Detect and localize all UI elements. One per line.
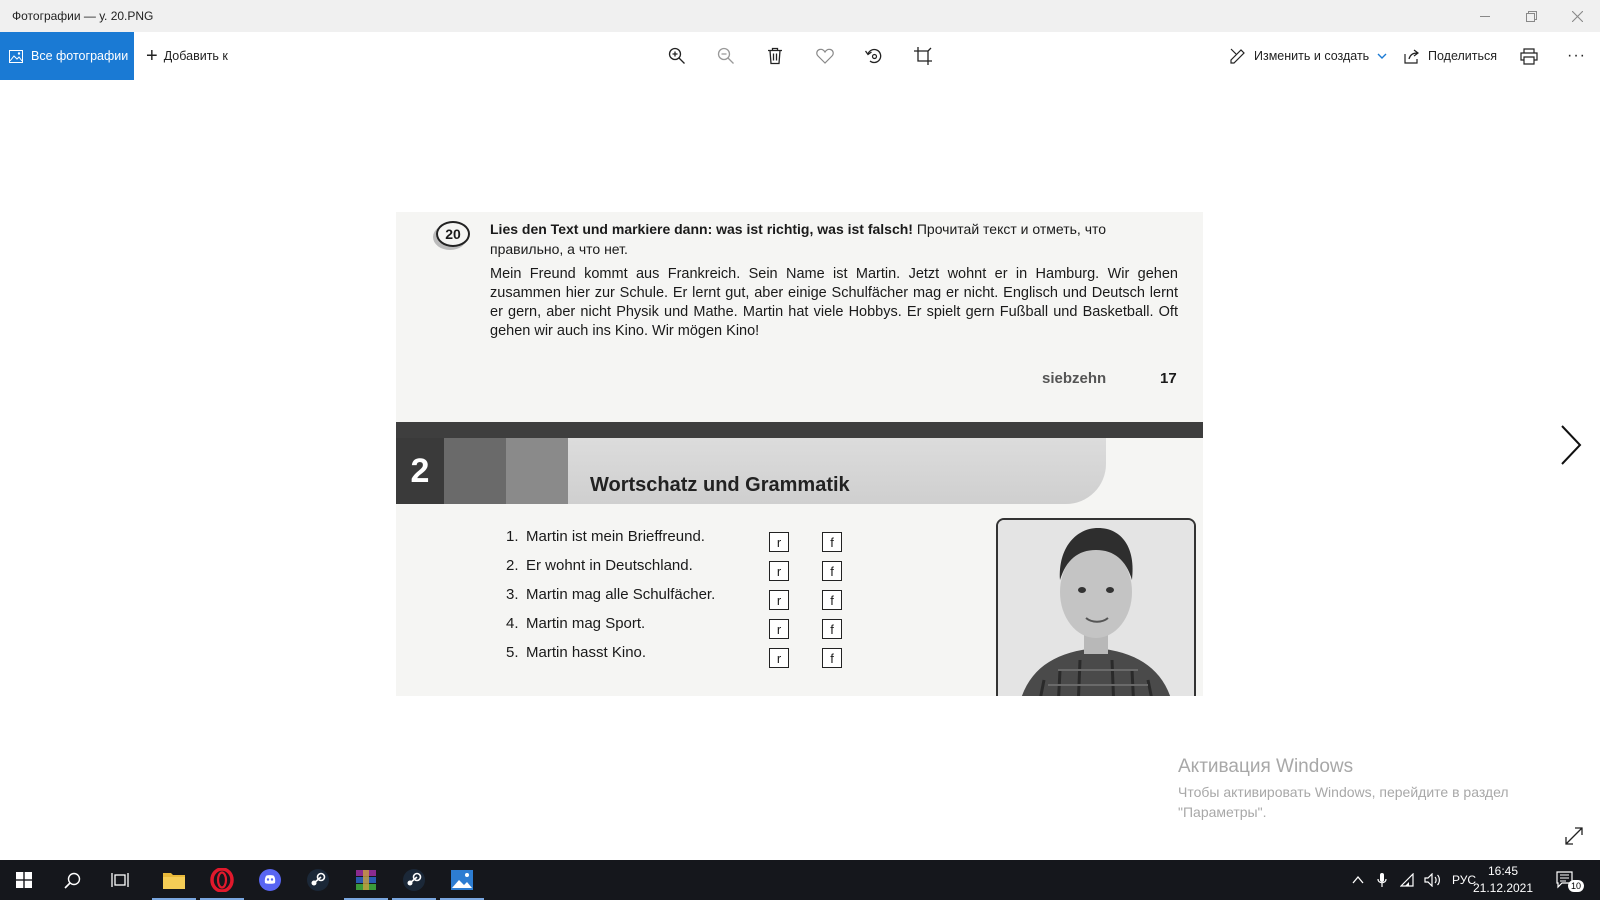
speaker-icon [1424, 873, 1442, 887]
page-word: siebzehn [1042, 370, 1107, 387]
notification-count: 10 [1568, 880, 1584, 892]
chevron-up-icon [1352, 876, 1364, 884]
volume-indicator[interactable] [1424, 860, 1442, 900]
checkbox-richtig: r [769, 590, 789, 610]
rotate-button[interactable] [862, 44, 886, 68]
chevron-right-icon [1560, 424, 1582, 466]
share-icon [1404, 49, 1420, 64]
more-button[interactable]: ··· [1567, 47, 1586, 64]
taskbar-discord[interactable] [246, 860, 294, 900]
zoom-out-icon [717, 47, 735, 65]
rotate-icon [865, 47, 883, 65]
checkbox-falsch: f [822, 532, 842, 552]
exercise-number: 20 [436, 221, 470, 247]
toolbar [0, 32, 1600, 80]
taskbar-file-explorer[interactable] [150, 860, 198, 900]
statement-row: 5. Martin hasst Kino. [506, 643, 647, 661]
page-number: 17 [1160, 370, 1177, 387]
edit-create-label: Изменить и создать [1254, 49, 1370, 63]
instruction-russian: Прочитай текст и отметь, что правильно, а что нет. [490, 221, 1107, 257]
share-label: Поделиться [1428, 49, 1498, 63]
clock-date: 21.12.2021 [1472, 881, 1534, 895]
taskbar-photos[interactable] [438, 860, 486, 900]
title-bar [0, 0, 1600, 32]
checkbox-falsch: f [822, 561, 842, 581]
checkbox-falsch: f [822, 648, 842, 668]
microphone-icon [1377, 872, 1387, 888]
show-hidden-icons[interactable] [1352, 860, 1364, 900]
zoom-in-icon [668, 47, 686, 65]
task-view-icon [111, 872, 129, 888]
photos-app-icon [450, 869, 474, 891]
steam-icon [402, 868, 426, 892]
zoom-in-button[interactable] [665, 44, 689, 68]
checkbox-richtig: r [769, 619, 789, 639]
action-center-button[interactable] [1556, 860, 1582, 900]
crop-icon [914, 47, 932, 65]
close-button[interactable] [1554, 0, 1600, 32]
opera-icon [210, 868, 234, 892]
taskbar-steam[interactable] [294, 860, 342, 900]
all-photos-button[interactable] [0, 32, 134, 80]
next-image-button[interactable] [1560, 424, 1582, 471]
taskbar-steam-2[interactable] [390, 860, 438, 900]
network-indicator[interactable] [1400, 860, 1416, 900]
statement-row: 3. Martin mag alle Schulfächer. [506, 585, 716, 603]
start-button[interactable] [0, 860, 48, 900]
restore-button[interactable] [1508, 0, 1554, 32]
checkbox-falsch: f [822, 619, 842, 639]
taskbar-opera[interactable] [198, 860, 246, 900]
network-icon [1400, 873, 1416, 887]
edit-icon [1230, 48, 1246, 64]
input-language[interactable]: РУС [1452, 873, 1477, 887]
checkbox-richtig: r [769, 648, 789, 668]
clock-time: 16:45 [1487, 864, 1519, 878]
photos-icon [9, 50, 23, 63]
window-title: Фотографии — у. 20.PNG [12, 9, 154, 23]
crop-button[interactable] [911, 44, 935, 68]
delete-button[interactable] [763, 44, 787, 68]
edit-create-button[interactable] [1230, 32, 1387, 80]
chapter-title: Wortschatz und Grammatik [590, 474, 850, 496]
checkbox-richtig: r [769, 532, 789, 552]
full-screen-button[interactable] [1564, 826, 1584, 851]
chevron-down-icon [1377, 53, 1387, 59]
activation-message: Чтобы активировать Windows, перейдите в раздел "Параметры". [1178, 784, 1509, 820]
statement-row: 2. Er wohnt in Deutschland. [506, 556, 693, 574]
print-button[interactable] [1517, 44, 1541, 68]
checkbox-falsch: f [822, 590, 842, 610]
taskbar-winrar[interactable] [342, 860, 390, 900]
all-photos-label: Все фотографии [31, 49, 129, 63]
chapter-number: 2 [396, 438, 444, 504]
windows-icon [16, 872, 32, 888]
share-button[interactable] [1404, 32, 1497, 80]
plus-icon: + [146, 44, 158, 67]
add-to-label: Добавить к [163, 49, 228, 63]
add-to-button[interactable] [146, 32, 228, 80]
photo-viewer-image [396, 212, 1203, 696]
heart-icon [816, 48, 834, 64]
activation-title: Активация Windows [1178, 756, 1354, 777]
checkbox-richtig: r [769, 561, 789, 581]
task-view-button[interactable] [96, 860, 144, 900]
zoom-out-button[interactable] [714, 44, 738, 68]
statement-row: 4. Martin mag Sport. [506, 614, 646, 632]
chapter-band [506, 438, 568, 504]
taskbar [0, 860, 1600, 900]
search-button[interactable] [48, 860, 96, 900]
trash-icon [767, 47, 783, 65]
printer-icon [1520, 48, 1538, 65]
minimize-button[interactable] [1462, 0, 1508, 32]
steam-icon [306, 868, 330, 892]
favorite-button[interactable] [813, 44, 837, 68]
instruction-german: Lies den Text und markiere dann: was ist richtig, was ist falsch! [490, 221, 913, 237]
clock[interactable] [1468, 863, 1538, 897]
microphone-indicator[interactable] [1377, 860, 1387, 900]
statement-row: 1. Martin ist mein Brieffreund. [506, 527, 705, 545]
chapter-band [444, 438, 506, 504]
discord-icon [258, 868, 282, 892]
folder-icon [162, 870, 186, 890]
exercise-instruction [490, 219, 1175, 259]
boy-portrait [996, 518, 1196, 696]
expand-icon [1564, 826, 1584, 846]
search-icon [64, 872, 81, 889]
page-divider [396, 422, 1203, 438]
exercise-text: Mein Freund kommt aus Frankreich. Sein Name ist Martin. Jetzt wohnt er in Hamburg. Wir gehen zusammen hier zur Schule. Er lernt gut, aber einige Schulfächer mag er nicht. Englisch und Deutsch lernt er gern, aber nicht Physik und Mathe. Martin hat viele Hobbys. Er spielt gern Fußball und Basketball. Oft gehen wir auch ins Kino. Wir mögen Kino! [490, 266, 1178, 339]
winrar-icon [354, 868, 378, 892]
